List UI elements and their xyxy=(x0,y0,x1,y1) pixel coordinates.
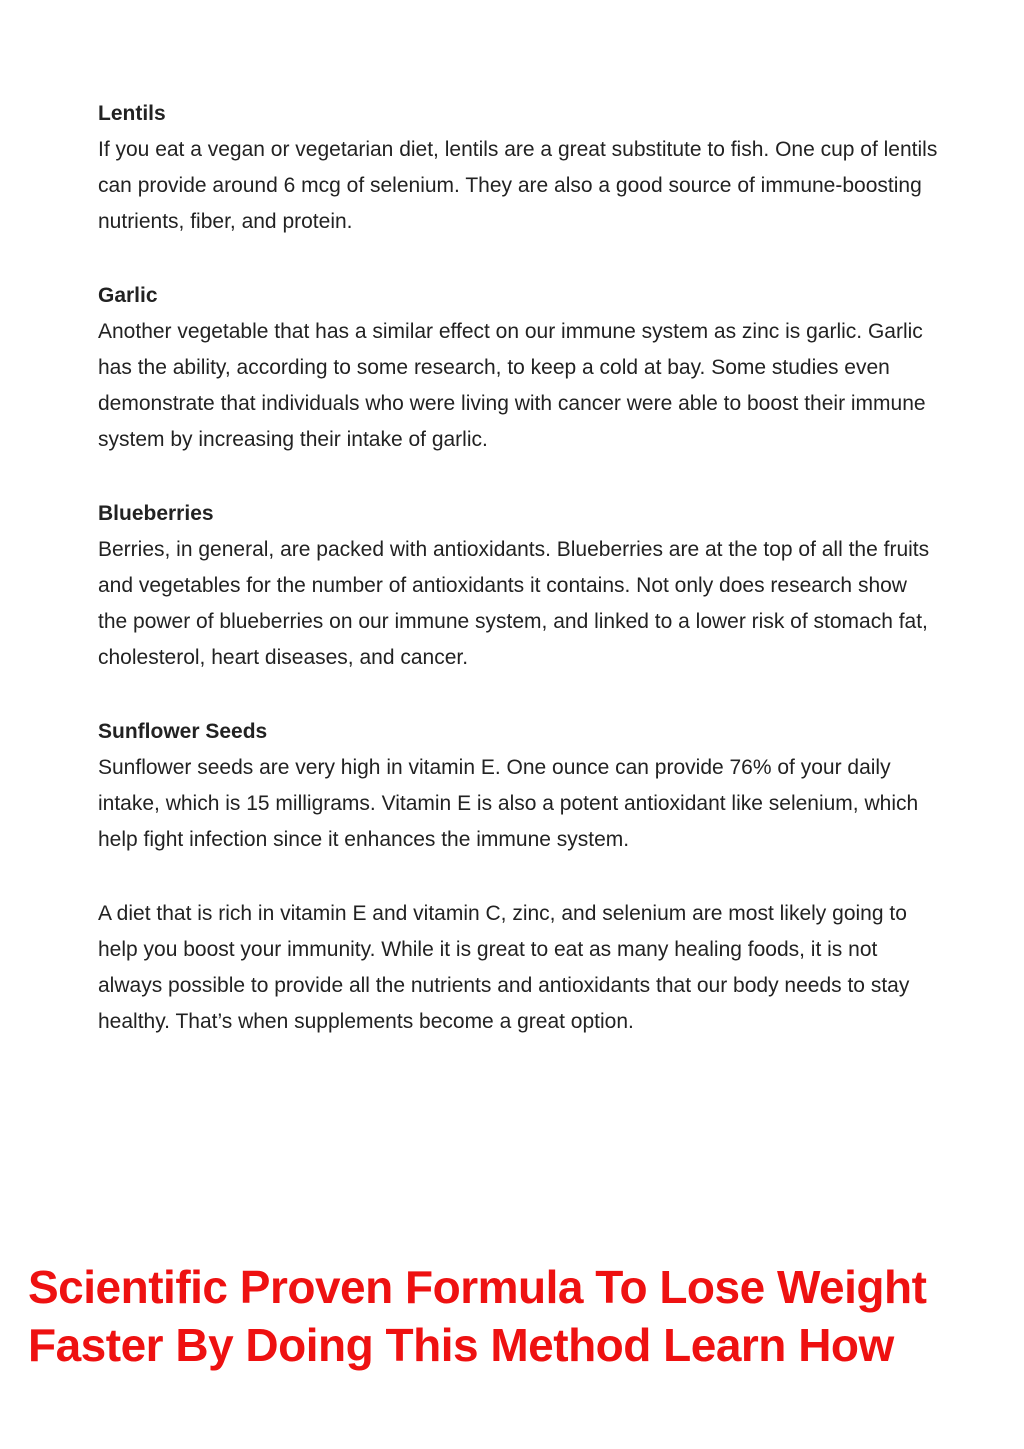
promo-banner[interactable] xyxy=(28,1258,1018,1374)
section-paragraph: Berries, in general, are packed with antioxidants. Blueberries are at the top of all the fruits and vegetables for the number of antioxidants it contains. Not only does research show the power of blueberries on our immune system, and linked to a lower risk of stomach fat, cholesterol, heart diseases, and cancer. xyxy=(98,538,930,669)
closing-paragraph: A diet that is rich in vitamin E and vitamin C, zinc, and selenium are most likely going to help you boost your immunity. While it is great to eat as many healing foods, it is not always possible to provide all the nutrients and antioxidants that our body needs to stay healthy. That’s when supplements become a great option. xyxy=(98,902,910,1033)
section-heading: Lentils xyxy=(98,102,166,125)
article-content xyxy=(98,96,938,1040)
section-paragraph: Sunflower seeds are very high in vitamin E. One ounce can provide 76% of your daily intake, which is 15 milligrams. Vitamin E is also a potent antioxidant like selenium, which help fight infection since it enhances the immune system. xyxy=(98,756,919,851)
section-heading: Blueberries xyxy=(98,502,214,525)
section-heading: Garlic xyxy=(98,284,158,307)
section-paragraph: Another vegetable that has a similar effect on our immune system as zinc is garlic. Garlic has the ability, according to some research, to keep a cold at bay. Some studies even demonstrate that individuals who were living with cancer were able to boost their immune system by increasing their intake of garlic. xyxy=(98,320,926,451)
section-blueberries xyxy=(98,496,938,676)
section-garlic xyxy=(98,278,938,458)
section-sunflower-seeds xyxy=(98,714,938,858)
section-heading: Sunflower Seeds xyxy=(98,720,268,743)
section-lentils xyxy=(98,96,938,240)
section-paragraph: If you eat a vegan or vegetarian diet, lentils are a great substitute to fish. One cup of lentils can provide around 6 mcg of selenium. They are also a good source of immune-boosting nutrients, fiber, and protein. xyxy=(98,138,938,233)
promo-link[interactable]: Scientific Proven Formula To Lose Weight Faster By Doing This Method Learn How xyxy=(28,1261,927,1371)
